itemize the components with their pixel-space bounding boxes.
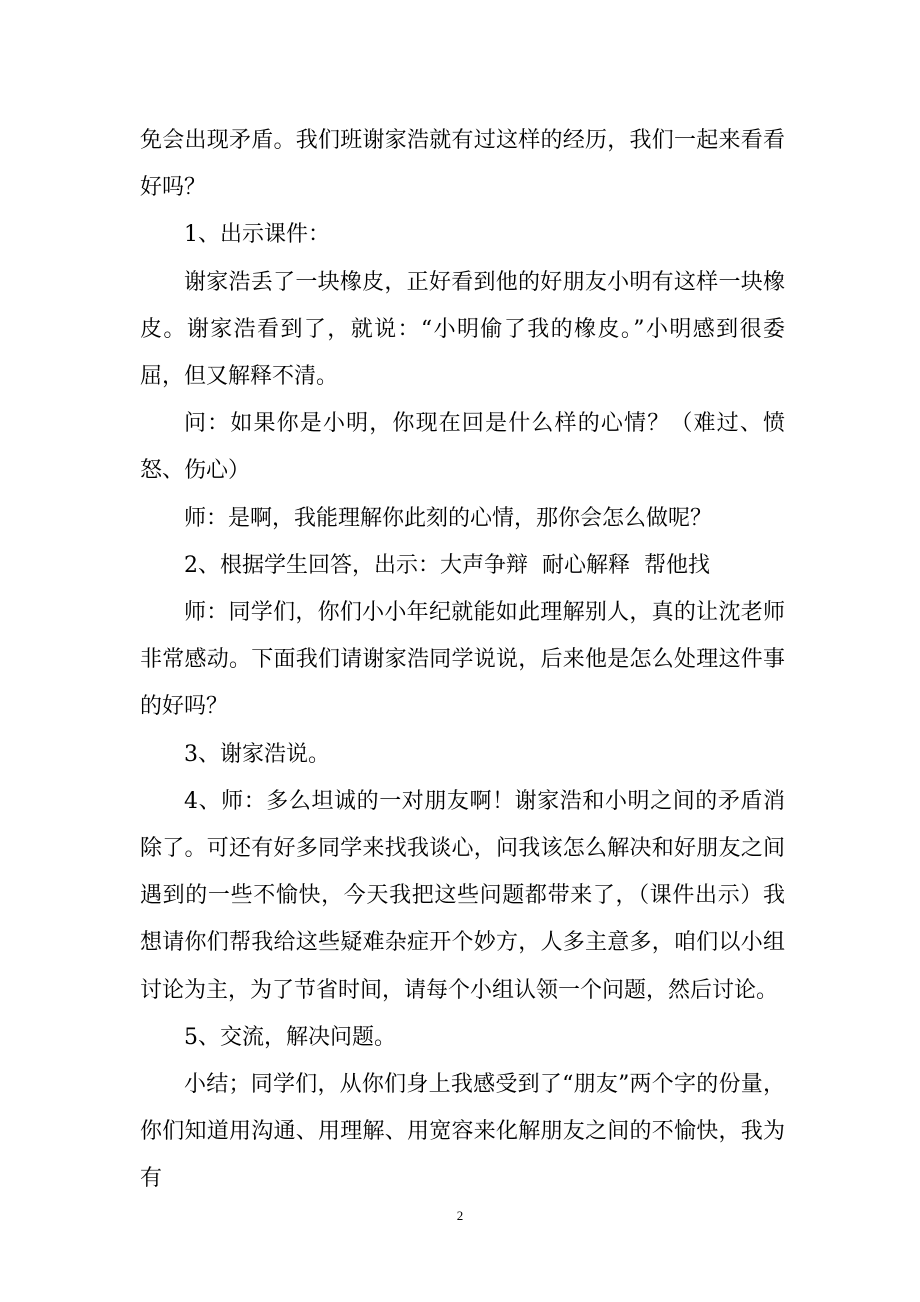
paragraph-question: 问：如果你是小明，你现在回是什么样的心情？（难过、愤怒、伤心） — [140, 411, 785, 484]
paragraph-step-1: 1、出示课件： — [184, 222, 330, 248]
paragraph-teacher-response: 师：是啊，我能理解你此刻的心情，那你会怎么做呢？ — [184, 505, 713, 531]
paragraph-step-2: 2、根据学生回答，出示：大声争辩 耐心解释 帮他找 — [184, 552, 710, 578]
paragraph-continuation: 免会出现矛盾。我们班谢家浩就有过这样的经历，我们一起来看看好吗？ — [140, 128, 785, 201]
paragraph-story: 谢家浩丢了一块橡皮，正好看到他的好朋友小明有这样一块橡皮。谢家浩看到了，就说：“小明偷了我的橡皮。”小明感到很委屈，但又解释不清。 — [140, 269, 785, 390]
paragraph-teacher-praise: 师：同学们，你们小小年纪就能如此理解别人，真的让沈老师非常感动。下面我们请谢家浩同学说说，后来他是怎么处理这件事的好吗？ — [140, 600, 785, 720]
paragraph-step-4: 4、师：多么坦诚的一对朋友啊！谢家浩和小明之间的矛盾消除了。可还有好多同学来找我谈心，问我该怎么解决和好朋友之间遇到的一些不愉快，今天我把这些问题都带来了，（课件出示）我想请你们帮我给这些疑难杂症开个妙方，人多主意多，咱们以小组讨论为主，为了节省时间，请每个小组认领一个问题，然后讨论。 — [140, 788, 785, 1003]
paragraph-step-3: 3、谢家浩说。 — [184, 741, 330, 767]
document-body — [140, 117, 785, 1203]
page-number: 2 — [456, 1208, 464, 1223]
paragraph-step-5: 5、交流，解决问题。 — [184, 1024, 396, 1050]
paragraph-summary: 小结；同学们，从你们身上我感受到了“朋友”两个字的份量，你们知道用沟通、用理解、用宽容来化解朋友之间的不愉快，我为有 — [140, 1072, 785, 1192]
